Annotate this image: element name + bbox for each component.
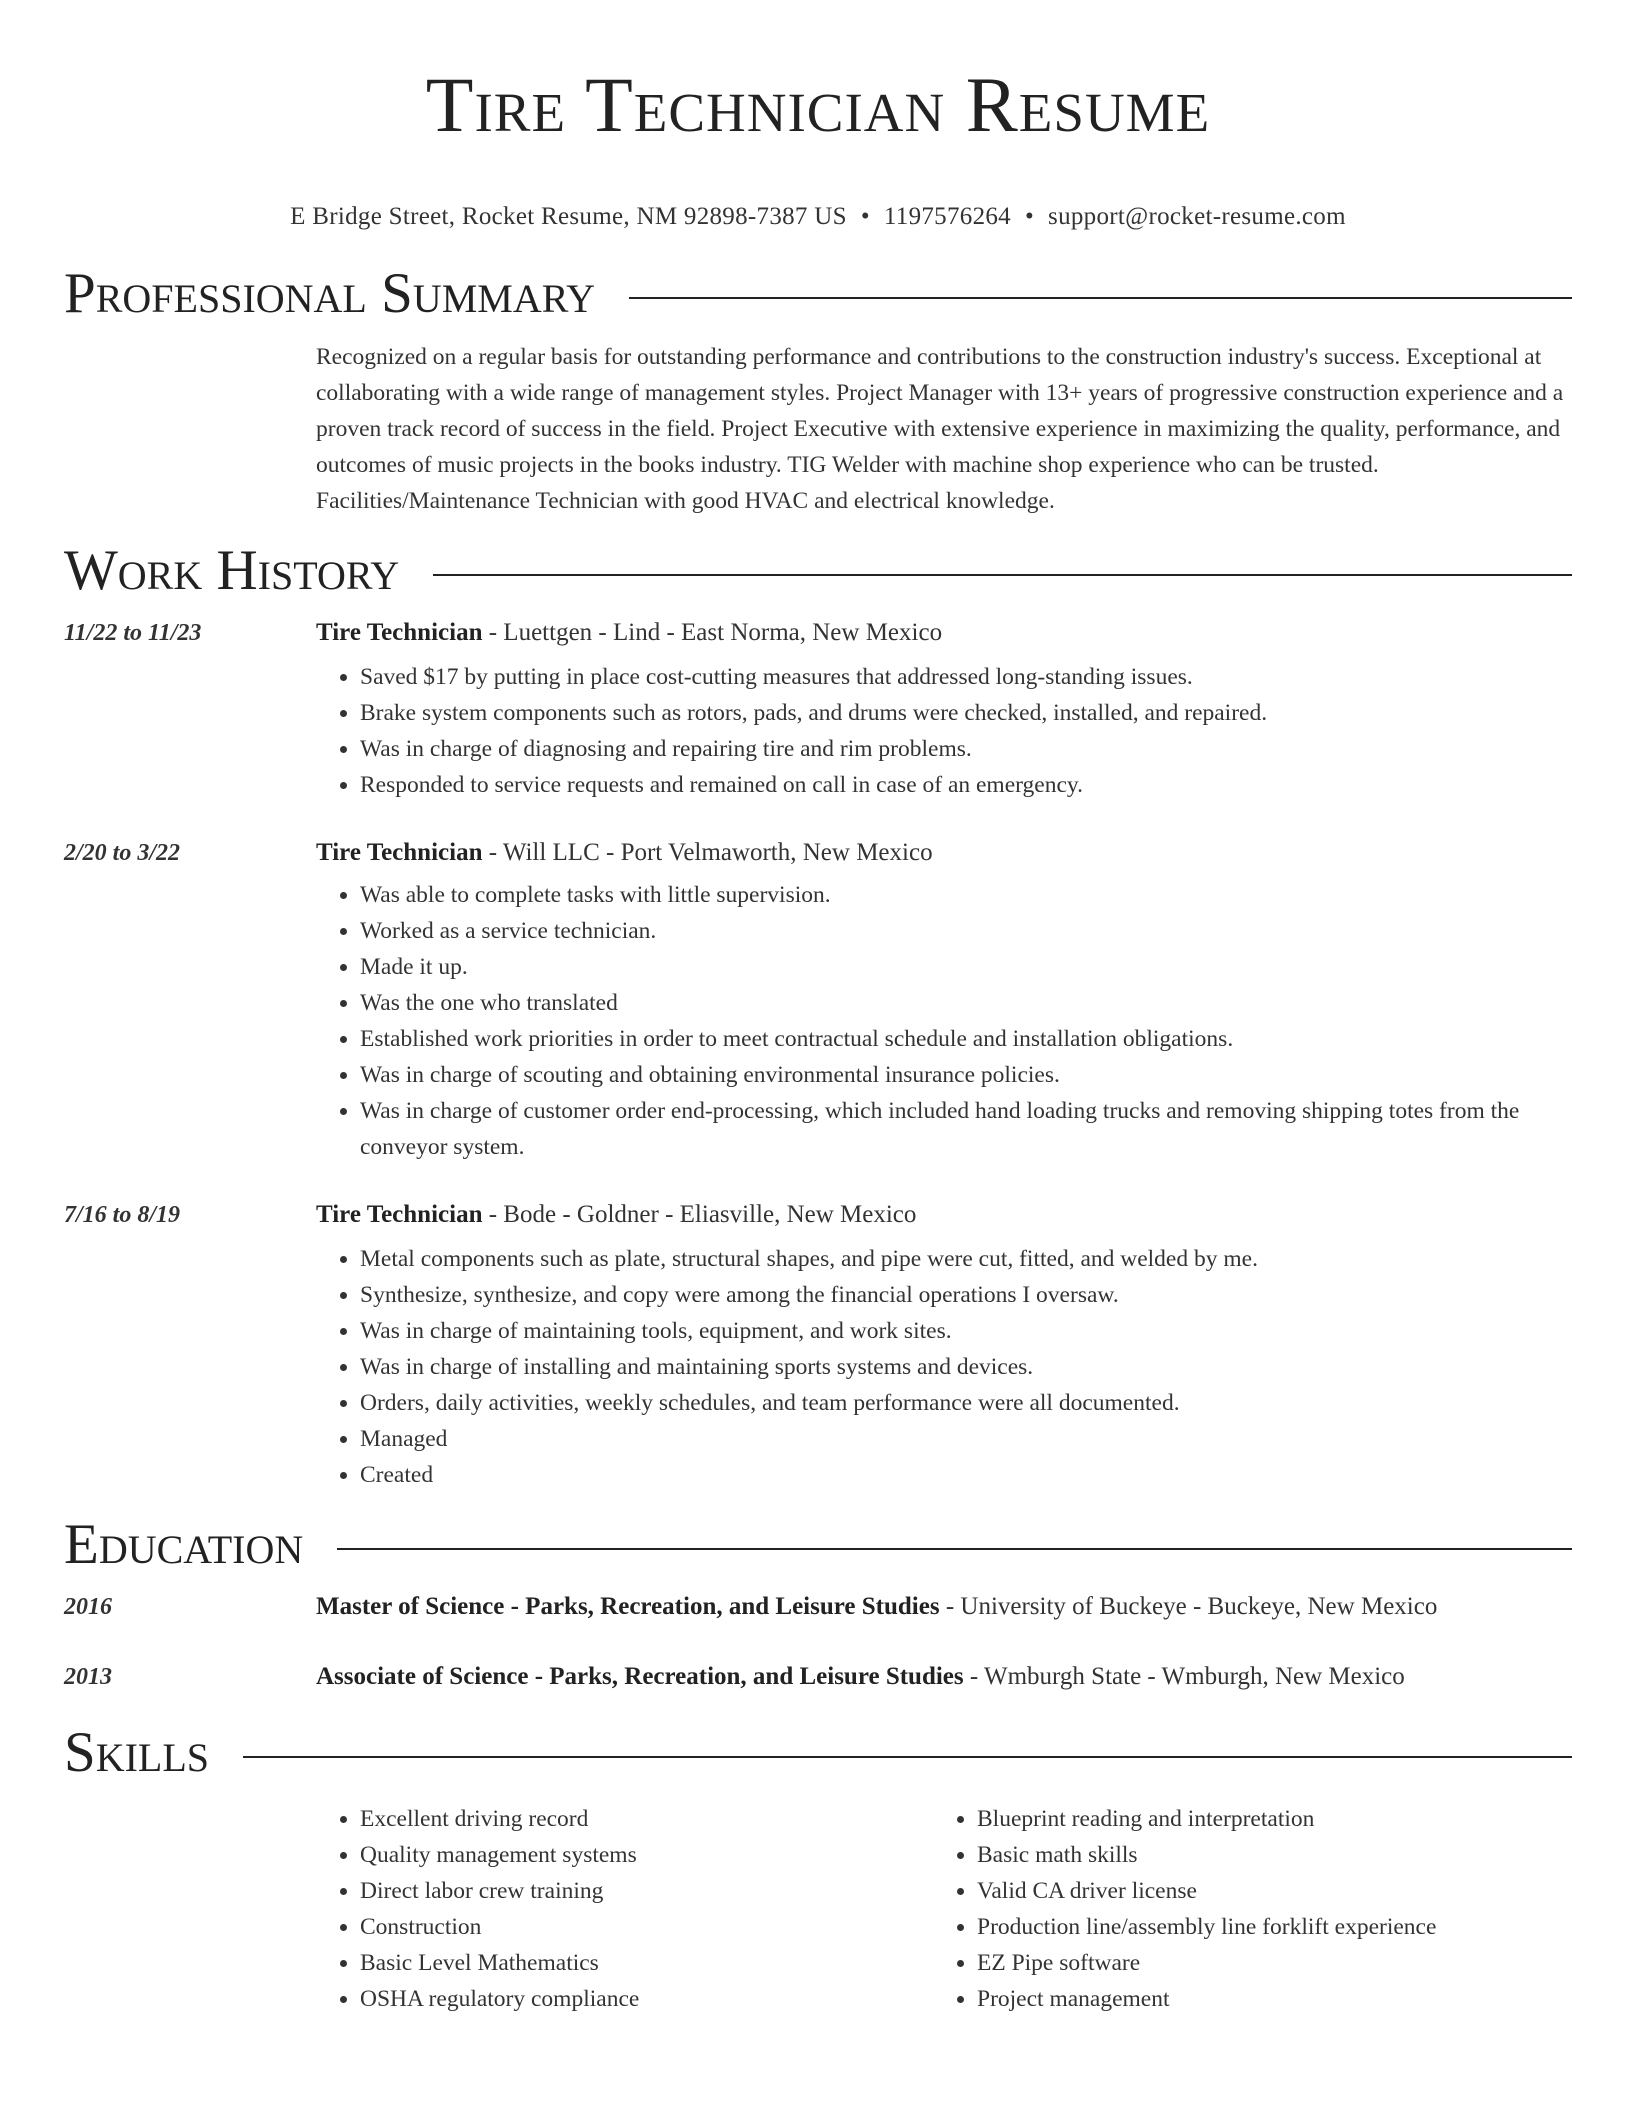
list-item: • Quality management systems bbox=[360, 1837, 933, 1873]
skills-column-right bbox=[933, 1801, 1550, 2017]
job-body bbox=[316, 1199, 1572, 1493]
education-year: 2013 bbox=[64, 1664, 112, 1691]
job-bullets bbox=[316, 659, 1572, 803]
list-item: • Was in charge of customer order end-processing, which included hand loading trucks and removing shipping totes from the conveyor system. bbox=[360, 1093, 1572, 1165]
job-dates: 11/22 to 11/23 bbox=[64, 620, 202, 647]
job-entry bbox=[64, 617, 1572, 803]
job-entry bbox=[64, 837, 1572, 1165]
list-item: • Blueprint reading and interpretation bbox=[977, 1801, 1550, 1837]
job-bullets bbox=[316, 877, 1572, 1165]
resume-title: Tire Technician Resume bbox=[425, 61, 1211, 148]
skills-heading: Skills bbox=[64, 1721, 210, 1785]
contact-phone: 1197576264 bbox=[883, 203, 1011, 231]
education-heading: Education bbox=[64, 1513, 304, 1577]
list-item: • EZ Pipe software bbox=[977, 1945, 1550, 1981]
job-entry bbox=[64, 1199, 1572, 1493]
job-header bbox=[316, 1199, 1572, 1231]
job-details: - Will LLC - Port Velmaworth, New Mexico bbox=[482, 839, 933, 867]
education-details: - Wmburgh State - Wmburgh, New Mexico bbox=[963, 1663, 1405, 1691]
list-item: • Excellent driving record bbox=[360, 1801, 933, 1837]
list-item: • Was the one who translated bbox=[360, 985, 1572, 1021]
job-dates: 2/20 to 3/22 bbox=[64, 840, 181, 867]
list-item: • Brake system components such as rotors, pads, and drums were checked, installed, and repaired. bbox=[360, 695, 1572, 731]
education-line bbox=[316, 1591, 1572, 1623]
job-header bbox=[316, 837, 1572, 869]
skills-list bbox=[316, 1801, 1572, 2017]
list-item: • Responded to service requests and remained on call in case of an emergency. bbox=[360, 767, 1572, 803]
list-item: • OSHA regulatory compliance bbox=[360, 1981, 933, 2017]
list-item: • Worked as a service technician. bbox=[360, 913, 1572, 949]
job-title: Tire Technician bbox=[316, 1201, 483, 1229]
contact-line bbox=[64, 202, 1572, 232]
job-body bbox=[316, 617, 1572, 803]
education-entry bbox=[64, 1661, 1572, 1693]
skills-section-header bbox=[64, 1721, 1572, 1785]
list-item: • Direct labor crew training bbox=[360, 1873, 933, 1909]
list-item: • Synthesize, synthesize, and copy were among the financial operations I oversaw. bbox=[360, 1277, 1572, 1313]
job-details: - Luettgen - Lind - East Norma, New Mexico bbox=[482, 619, 943, 647]
job-details: - Bode - Goldner - Eliasville, New Mexico bbox=[482, 1201, 917, 1229]
list-item: • Made it up. bbox=[360, 949, 1572, 985]
summary-heading: Professional Summary bbox=[64, 262, 596, 326]
list-item: • Valid CA driver license bbox=[977, 1873, 1550, 1909]
skills-column-left bbox=[316, 1801, 933, 2017]
section-divider bbox=[433, 574, 1572, 576]
section-divider bbox=[629, 297, 1572, 299]
education-line bbox=[316, 1661, 1572, 1693]
list-item: • Metal components such as plate, structural shapes, and pipe were cut, fitted, and welded by me. bbox=[360, 1241, 1572, 1277]
contact-separator: • bbox=[1024, 203, 1035, 231]
contact-email: support@rocket-resume.com bbox=[1048, 203, 1346, 231]
list-item: • Managed bbox=[360, 1421, 1572, 1457]
list-item: • Was in charge of installing and maintaining sports systems and devices. bbox=[360, 1349, 1572, 1385]
education-body bbox=[316, 1661, 1572, 1693]
summary-text: Recognized on a regular basis for outstanding performance and contributions to the construction industry's success. Exceptional at collaborating with a wide range of management styles. Project Manager with 13+ years of progressive construction experience and a proven track record of success in the field. Project Executive with extensive experience in maximizing the quality, performance, and outcomes of music projects in the books industry. TIG Welder with machine shop experience who can be trusted. Facilities/Maintenance Technician with good HVAC and electrical knowledge. bbox=[316, 344, 1564, 515]
list-item: • Production line/assembly line forklift experience bbox=[977, 1909, 1550, 1945]
contact-separator: • bbox=[860, 203, 870, 231]
education-details: - University of Buckeye - Buckeye, New Mexico bbox=[939, 1593, 1438, 1621]
job-header bbox=[316, 617, 1572, 649]
list-item: • Orders, daily activities, weekly schedules, and team performance were all documented. bbox=[360, 1385, 1572, 1421]
job-body bbox=[316, 837, 1572, 1165]
education-body bbox=[316, 1591, 1572, 1623]
list-item: • Was in charge of maintaining tools, equipment, and work sites. bbox=[360, 1313, 1572, 1349]
education-year: 2016 bbox=[64, 1594, 112, 1621]
education-section-header bbox=[64, 1513, 1572, 1577]
education-degree: Associate of Science - Parks, Recreation, and Leisure Studies bbox=[316, 1663, 964, 1691]
education-entry bbox=[64, 1591, 1572, 1623]
list-item: • Basic math skills bbox=[977, 1837, 1550, 1873]
job-bullets bbox=[316, 1241, 1572, 1493]
job-dates: 7/16 to 8/19 bbox=[64, 1202, 181, 1229]
list-item: • Was in charge of diagnosing and repairing tire and rim problems. bbox=[360, 731, 1572, 767]
summary-section-header bbox=[64, 262, 1572, 326]
job-title: Tire Technician bbox=[316, 619, 483, 647]
list-item: • Project management bbox=[977, 1981, 1550, 2017]
list-item: • Basic Level Mathematics bbox=[360, 1945, 933, 1981]
education-degree: Master of Science - Parks, Recreation, and Leisure Studies bbox=[316, 1593, 940, 1621]
list-item: • Was in charge of scouting and obtaining environmental insurance policies. bbox=[360, 1057, 1572, 1093]
list-item: • Created bbox=[360, 1457, 1572, 1493]
list-item: • Construction bbox=[360, 1909, 933, 1945]
work-heading: Work History bbox=[64, 539, 400, 603]
section-divider bbox=[243, 1756, 1572, 1758]
list-item: • Saved $17 by putting in place cost-cutting measures that addressed long-standing issues. bbox=[360, 659, 1572, 695]
work-section-header bbox=[64, 539, 1572, 603]
job-title: Tire Technician bbox=[316, 839, 483, 867]
list-item: • Was able to complete tasks with little supervision. bbox=[360, 877, 1572, 913]
section-divider bbox=[337, 1548, 1572, 1550]
list-item: • Established work priorities in order to meet contractual schedule and installation obligations. bbox=[360, 1021, 1572, 1057]
contact-address: E Bridge Street, Rocket Resume, NM 92898-7387 US bbox=[290, 203, 847, 231]
resume-page bbox=[64, 0, 1572, 2017]
